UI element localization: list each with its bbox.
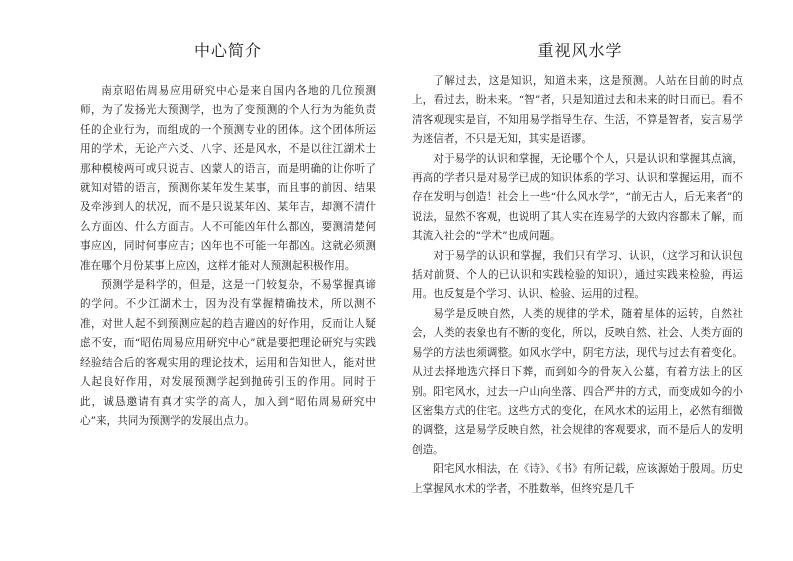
paragraph: 了解过去，这是知识，知道未来，这是预测。人站在目前的时点上，看过去，盼未来。“智”者，只是知道过去和未来的时日而已。看不清客观现实是盲，不知用易学指导生存、生活，不算是智者，妄言易学为迷信者，不只是无知，其实是语谬。 [412,75,743,146]
paragraph: 预测学是科学的，但是，这是一门较复杂，不易掌握真谛的学问。不少江湖术士，因为没有掌握精确技术，所以测不准，对世人起不到预测应起的趋吉避凶的好作用，反而让人疑虑不安，而“昭佑周易应用研究中心”就是要把理论研究与实践经验结合后的客观实用的理论技术，运用和告知世人，能对世人起良好作用，对发展预测学起到抛砖引玉的作用。同时于此，诚恳邀请有真才实学的高人，加入到“昭佑周易研究中心”来，共同为预测学的发展出点力。 [80,279,376,427]
paragraph: 阳宅风水相法，在《诗》、《书》有所记载，应该源始于殷周。历史上掌握风水术的学者，不胜数举，但终究是几千 [412,463,743,495]
left-page [0,0,396,561]
page-title: 重视风水学 [537,41,623,60]
paragraph: 对于易学的认识和掌握，我们只有学习、认识，（这学习和认识包括对前贤、个人的已认识和实践检验的知识），通过实践来检验，再运用。也反复是个学习、认识、检验、运用的过程。 [412,249,743,301]
page-body [80,82,376,431]
page-body [412,72,743,499]
page-title: 中心简介 [193,41,262,60]
right-page [397,0,793,561]
paragraph: 南京昭佑周易应用研究中心是来自国内各地的几位预测师，为了发扬光大预测学，也为了变预测的个人行为为能负责任的企业行为，而组成的一个预测专业的团体。这个团体所运用的学术，无论产六爻、八字、还是风水，不是以往江湖术士那种模棱两可或只说吉、凶蒙人的语言，而是明确的让你听了就知对错的语言，预测你某年发生某事，而且事的前因、结果及牵涉到人的状况，而不是只说某年凶、某年吉，却测不清什么方面凶、什么方面吉。人不可能凶年什么都凶，要测清楚何事应凶，同时何事应吉；凶年也不可能一年都凶。这就必须测准在哪个月份某事上应凶，这样才能对人预测起积极作用。 [80,85,376,272]
paragraph: 对于易学的认识和掌握，无论哪个个人，只是认识和掌握其点滴，再高的学者只是对易学已成的知识体系的学习、认识和掌握运用，而不存在发明与创造！社会上一些“什么风水学”，“前无古人，后无来者”的说法，显然不客观，也说明了其人实在连易学的大致内容都未了解，而其流入社会的“学术”也成问题。 [412,152,743,243]
paragraph: 易学是反映自然，人类的规律的学术，随着星体的运转，自然社会，人类的表象也有不断的变化，所以，反映自然、社会、人类方面的易学的方法也须调整。如风水学中，阴宅方法，现代与过去有着变化。从过去择地选穴择日下葬，而到如今的骨灰入公墓，有着方法上的区别。阳宅风水，过去一户山向坐落、四合严井的方式，而变成如今的小区密集方式的住宅。这些方式的变化，在风水术的运用上，必然有细微的调整，这是易学反映自然，社会规律的客观要求，而不是后人的发明创造。 [412,307,743,456]
